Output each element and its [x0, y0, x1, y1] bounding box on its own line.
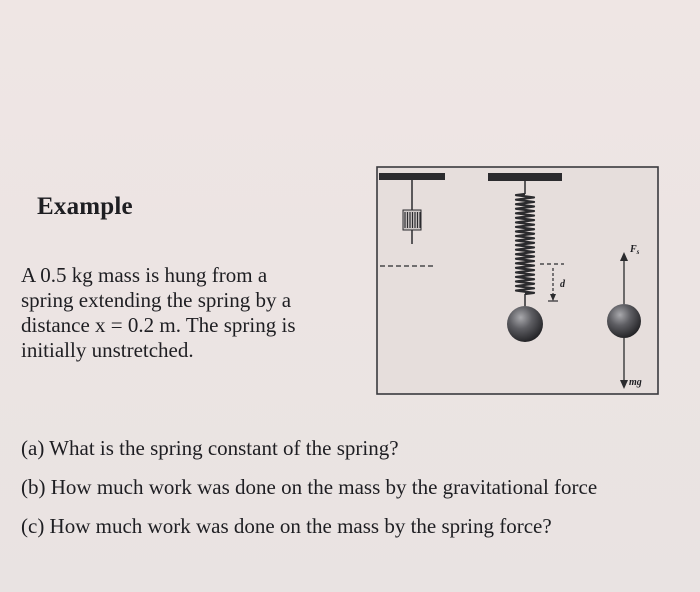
- question-c: (c) How much work was done on the mass by the spring force?: [21, 514, 552, 538]
- hanging-mass: [507, 306, 543, 342]
- problem-statement: [21, 263, 366, 363]
- example-heading: Example: [37, 193, 133, 220]
- spring-force-subscript: s: [636, 248, 640, 256]
- spring-unstretched: [403, 210, 421, 230]
- problem-line-4: initially unstretched.: [21, 338, 194, 362]
- spring-mass-figure: [376, 166, 659, 395]
- question-a: (a) What is the spring constant of the spring?: [21, 436, 399, 460]
- problem-line-2: spring extending the spring by a: [21, 288, 292, 312]
- weight-label: mg: [629, 377, 642, 388]
- question-b: (b) How much work was done on the mass by the gravitational force: [21, 475, 598, 499]
- problem-line-3: distance x = 0.2 m. The spring is: [21, 313, 296, 337]
- question-list: [21, 436, 597, 553]
- spring-force-symbol: F: [630, 244, 637, 255]
- displacement-label: d: [560, 279, 565, 290]
- free-body-mass: [607, 304, 641, 338]
- problem-line-1: A 0.5 kg mass is hung from a: [21, 263, 268, 287]
- spring-mass-diagram: [376, 166, 659, 395]
- ceiling-middle: [488, 173, 562, 181]
- ceiling-left: [379, 173, 445, 180]
